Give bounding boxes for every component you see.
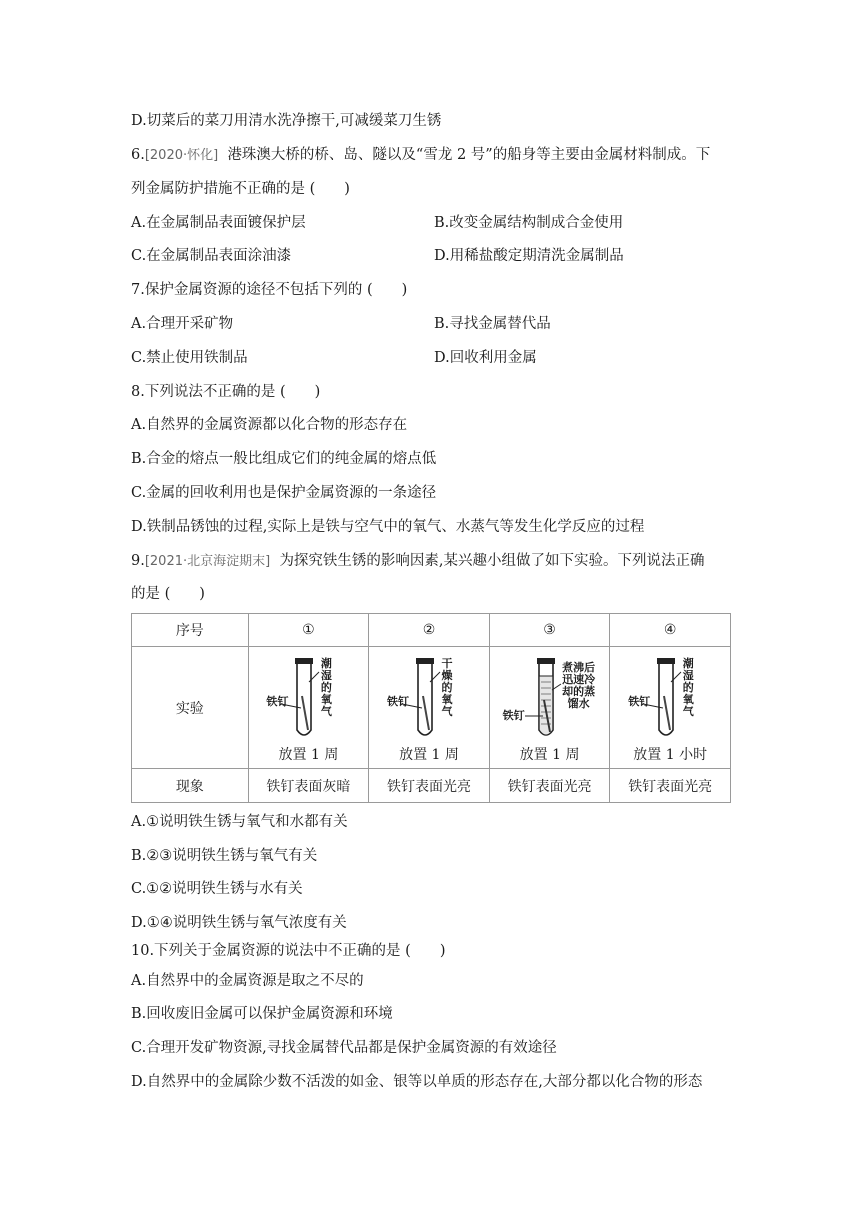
q6-option-c: C.在金属制品表面涂油漆 [131,248,292,264]
q9-stem [131,551,705,572]
q9-stem-cont: 的是 ( ) [131,586,205,602]
t1-gas-label: 潮湿的氧气 [320,656,332,718]
phenomenon-1: 铁钉表面灰暗 [248,769,369,803]
q10-option-a: A.自然界中的金属资源是取之不尽的 [131,973,364,989]
q6-number: 6. [131,147,145,163]
q6-source: [2020·怀化] [144,148,219,163]
experiment-cell-1 [248,647,369,769]
q10-stem: 10.下列关于金属资源的说法中不正确的是 ( ) [131,943,446,959]
q6-text: 港珠澳大桥的桥、岛、隧以及“雪龙 2 号”的船身等主要由金属材料制成。下 [227,147,711,163]
q6-stem [131,145,710,166]
header-label: 序号 [132,614,249,647]
q9-option-a: A.①说明铁生锈与氧气和水都有关 [131,814,348,830]
q8-option-a: A.自然界的金属资源都以化合物的形态存在 [131,417,408,433]
q9-source: [2021·北京海淀期末] [144,554,271,569]
t4-gas-label: 潮湿的氧气 [682,656,694,718]
experiment-table [131,613,731,803]
q9-number: 9. [131,553,145,569]
q10-option-c: C.合理开发矿物资源,寻找金属替代品都是保护金属资源的有效途径 [131,1040,557,1056]
experiment-cell-3 [489,647,610,769]
duration-2: 放置 1 周 [399,746,459,763]
duration-1: 放置 1 周 [278,746,339,763]
duration-3: 放置 1 周 [519,746,580,763]
t4-nail-label: 铁钉 [628,694,651,708]
table-phenomenon-row [132,769,731,803]
q9-option-b: B.②③说明铁生锈与氧气有关 [131,848,318,864]
duration-4: 放置 1 小时 [633,746,708,763]
q9-option-d: D.①④说明铁生锈与氧气浓度有关 [131,915,347,931]
experiment-cell-4 [610,647,731,769]
q10-option-b: B.回收废旧金属可以保护金属资源和环境 [131,1006,393,1022]
q6-stem-cont: 列金属防护措施不正确的是 ( ) [131,181,350,197]
q8-option-c: C.金属的回收利用也是保护金属资源的一条途径 [131,485,437,501]
header-num-4: ④ [610,614,731,647]
test-tube-2 [374,652,484,744]
q10-option-d: D.自然界中的金属除少数不活泼的如金、银等以单质的形态存在,大部分都以化合物的形态 [131,1074,703,1090]
q7-option-b: B.寻找金属替代品 [434,316,551,332]
phenomenon-2: 铁钉表面光亮 [369,769,490,803]
table-header-row [132,614,731,647]
experiment-label: 实验 [132,647,249,769]
q7-option-d: D.回收利用金属 [434,350,537,366]
table-experiment-row [132,647,731,769]
phenomenon-3: 铁钉表面光亮 [489,769,610,803]
test-tube-1 [253,652,363,744]
header-num-2: ② [369,614,490,647]
q6-option-d: D.用稀盐酸定期清洗金属制品 [434,248,624,264]
q8-option-d: D.铁制品锈蚀的过程,实际上是铁与空气中的氧气、水蒸气等发生化学反应的过程 [131,519,645,535]
phenomenon-4: 铁钉表面光亮 [610,769,731,803]
q7-stem: 7.保护金属资源的途径不包括下列的 ( ) [131,282,408,298]
t1-nail-label: 铁钉 [266,694,289,708]
phenomenon-label: 现象 [132,769,249,803]
q8-stem: 8.下列说法不正确的是 ( ) [131,384,321,400]
q5-option-d: D.切菜后的菜刀用清水洗净擦干,可减缓菜刀生锈 [131,113,442,129]
header-num-3: ③ [489,614,610,647]
q6-option-b: B.改变金属结构制成合金使用 [434,215,624,231]
experiment-cell-2 [369,647,490,769]
q7-option-c: C.禁止使用铁制品 [131,350,248,366]
q8-option-b: B.合金的熔点一般比组成它们的纯金属的熔点低 [131,451,437,467]
test-tube-3 [495,652,605,744]
q6-option-a: A.在金属制品表面镀保护层 [131,215,306,231]
test-tube-4 [615,652,725,744]
q9-option-c: C.①②说明铁生锈与水有关 [131,881,303,897]
header-num-1: ① [248,614,369,647]
q9-text: 为探究铁生锈的影响因素,某兴趣小组做了如下实验。下列说法正确 [279,553,705,569]
q7-option-a: A.合理开采矿物 [131,316,234,332]
t2-gas-label: 干燥的氧气 [441,656,453,718]
t3-nail-label: 铁钉 [502,708,525,722]
t3-liquid-label: 煮沸后迅速冷却的蒸馏水 [562,660,596,710]
t2-nail-label: 铁钉 [387,694,409,708]
